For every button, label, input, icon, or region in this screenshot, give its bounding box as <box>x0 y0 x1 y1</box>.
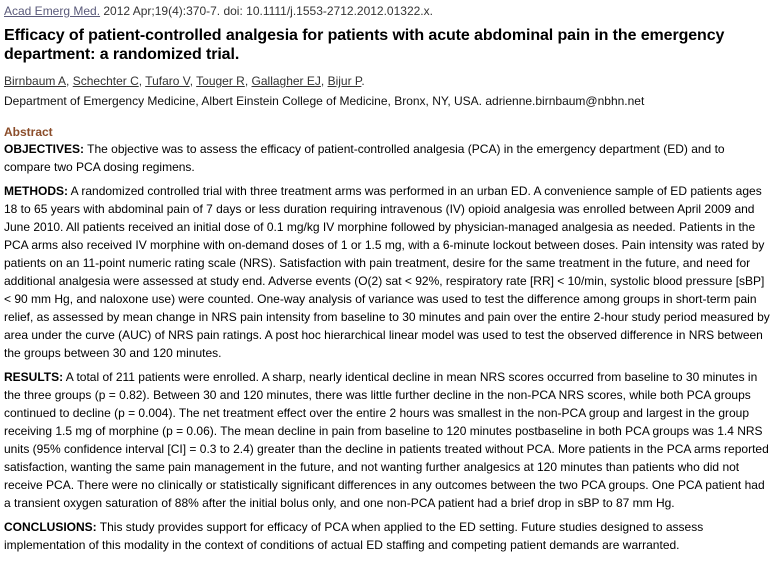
affiliation: Department of Emergency Medicine, Albert Einstein College of Medicine, Bronx, NY, USA. adrienne.birnbaum@nbhn.net <box>4 94 645 108</box>
abstract-section-methods <box>4 182 774 362</box>
section-label: RESULTS: <box>4 370 64 384</box>
author-link[interactable]: Gallagher EJ <box>251 74 321 88</box>
author-list <box>4 72 774 90</box>
author-terminator: . <box>361 74 365 88</box>
journal-link[interactable]: Acad Emerg Med. <box>4 4 101 18</box>
abstract-section-results <box>4 368 774 512</box>
abstract-section-conclusions <box>4 518 774 554</box>
section-label: CONCLUSIONS: <box>4 520 97 534</box>
section-label: OBJECTIVES: <box>4 142 85 156</box>
abstract-heading: Abstract <box>4 125 53 139</box>
author-link[interactable]: Birnbaum A <box>4 74 67 88</box>
author-link[interactable]: Tufaro V <box>145 74 190 88</box>
article-title: Efficacy of patient-controlled analgesia for patients with acute abdominal pain in the emergency department: a randomized trial. <box>4 27 725 63</box>
author-separator: , <box>320 74 328 88</box>
author-separator: , <box>189 74 197 88</box>
author-link[interactable]: Touger R <box>196 74 245 88</box>
section-text: This study provides support for efficacy of PCA when applied to the ED setting. Future studies designed to assess implementation of this modality in the context of conditions of actual ED staffing and competing patient demands are warranted. <box>4 520 704 552</box>
section-text: A randomized controlled trial with three treatment arms was performed in an urban ED. A convenience sample of ED patients ages 18 to 65 years with abdominal pain of 7 days or less duration requiring intravenous (IV) opioid analgesia was enrolled between April 2009 and June 2010. All patients received an initial dose of 0.1 mg/kg IV morphine followed by physician-managed analgesia as needed. Patients in the PCA arms also received IV morphine with on-demand doses of 1 or 1.5 mg, with a 6-minute lockout between doses. Pain intensity was rated by patients on an 11-point numeric rating scale (NRS). Satisfaction with pain treatment, desire for the same treatment in the future, and need for additional analgesia were assessed at study end. Adverse events (O(2) sat < 92%, respiratory rate [RR] < 10/min, systolic blood pressure [sBP] < 90 mm Hg, and naloxone use) were counted. One-way analysis of variance was used to test the difference among groups in short-term pain relief, as assessed by mean change in NRS pain intensity from baseline to 30 minutes and pain over the entire 2-hour study period measured by area under the curve (AUC) of NRS pain ratings. A post hoc hierarchical linear model was used to test the observed difference in NRS between the groups between 30 and 120 minutes. <box>4 184 770 360</box>
section-text: A total of 211 patients were enrolled. A sharp, nearly identical decline in mean NRS scores occurred from baseline to 30 minutes in the three groups (p = 0.82). Between 30 and 120 minutes, there was little further decline in the non-PCA NRS scores, while both PCA groups continued to decline (p = 0.004). The net treatment effect over the entire 2 hours was smallest in the non-PCA group and largest in the group receiving 1.5 mg of morphine (p = 0.06). The mean decline in pain from baseline to 120 minutes postbaseline in both PCA groups was 1.4 NRS units (95% confidence interval [CI] = 0.3 to 2.4) greater than the decline in patients treated without PCA. More patients in the PCA arms reported satisfaction, wanting the same pain management in the future, and not wanting further analgesics at 120 minutes than patients who did not receive PCA. There were no clinically or statistically significant differences in any outcomes between the two PCA groups. One PCA patient had a transient oxygen saturation of 88% after the initial bolus only, and one non-PCA patient had a brief drop in sBP to 87 mm Hg. <box>4 370 769 510</box>
citation <box>4 2 774 20</box>
author-separator: , <box>138 74 146 88</box>
author-link[interactable]: Schechter C <box>72 74 139 88</box>
author-link[interactable]: Bijur P <box>327 74 362 88</box>
author-separator: , <box>244 74 252 88</box>
section-label: METHODS: <box>4 184 68 198</box>
abstract-section-objectives <box>4 140 774 176</box>
section-text: The objective was to assess the efficacy of patient-controlled analgesia (PCA) in the emergency department (ED) and to compare two PCA dosing regimens. <box>4 142 725 174</box>
author-separator: , <box>66 74 73 88</box>
citation-details: 2012 Apr;19(4):370-7. doi: 10.1111/j.1553-2712.2012.01322.x. <box>100 4 433 18</box>
